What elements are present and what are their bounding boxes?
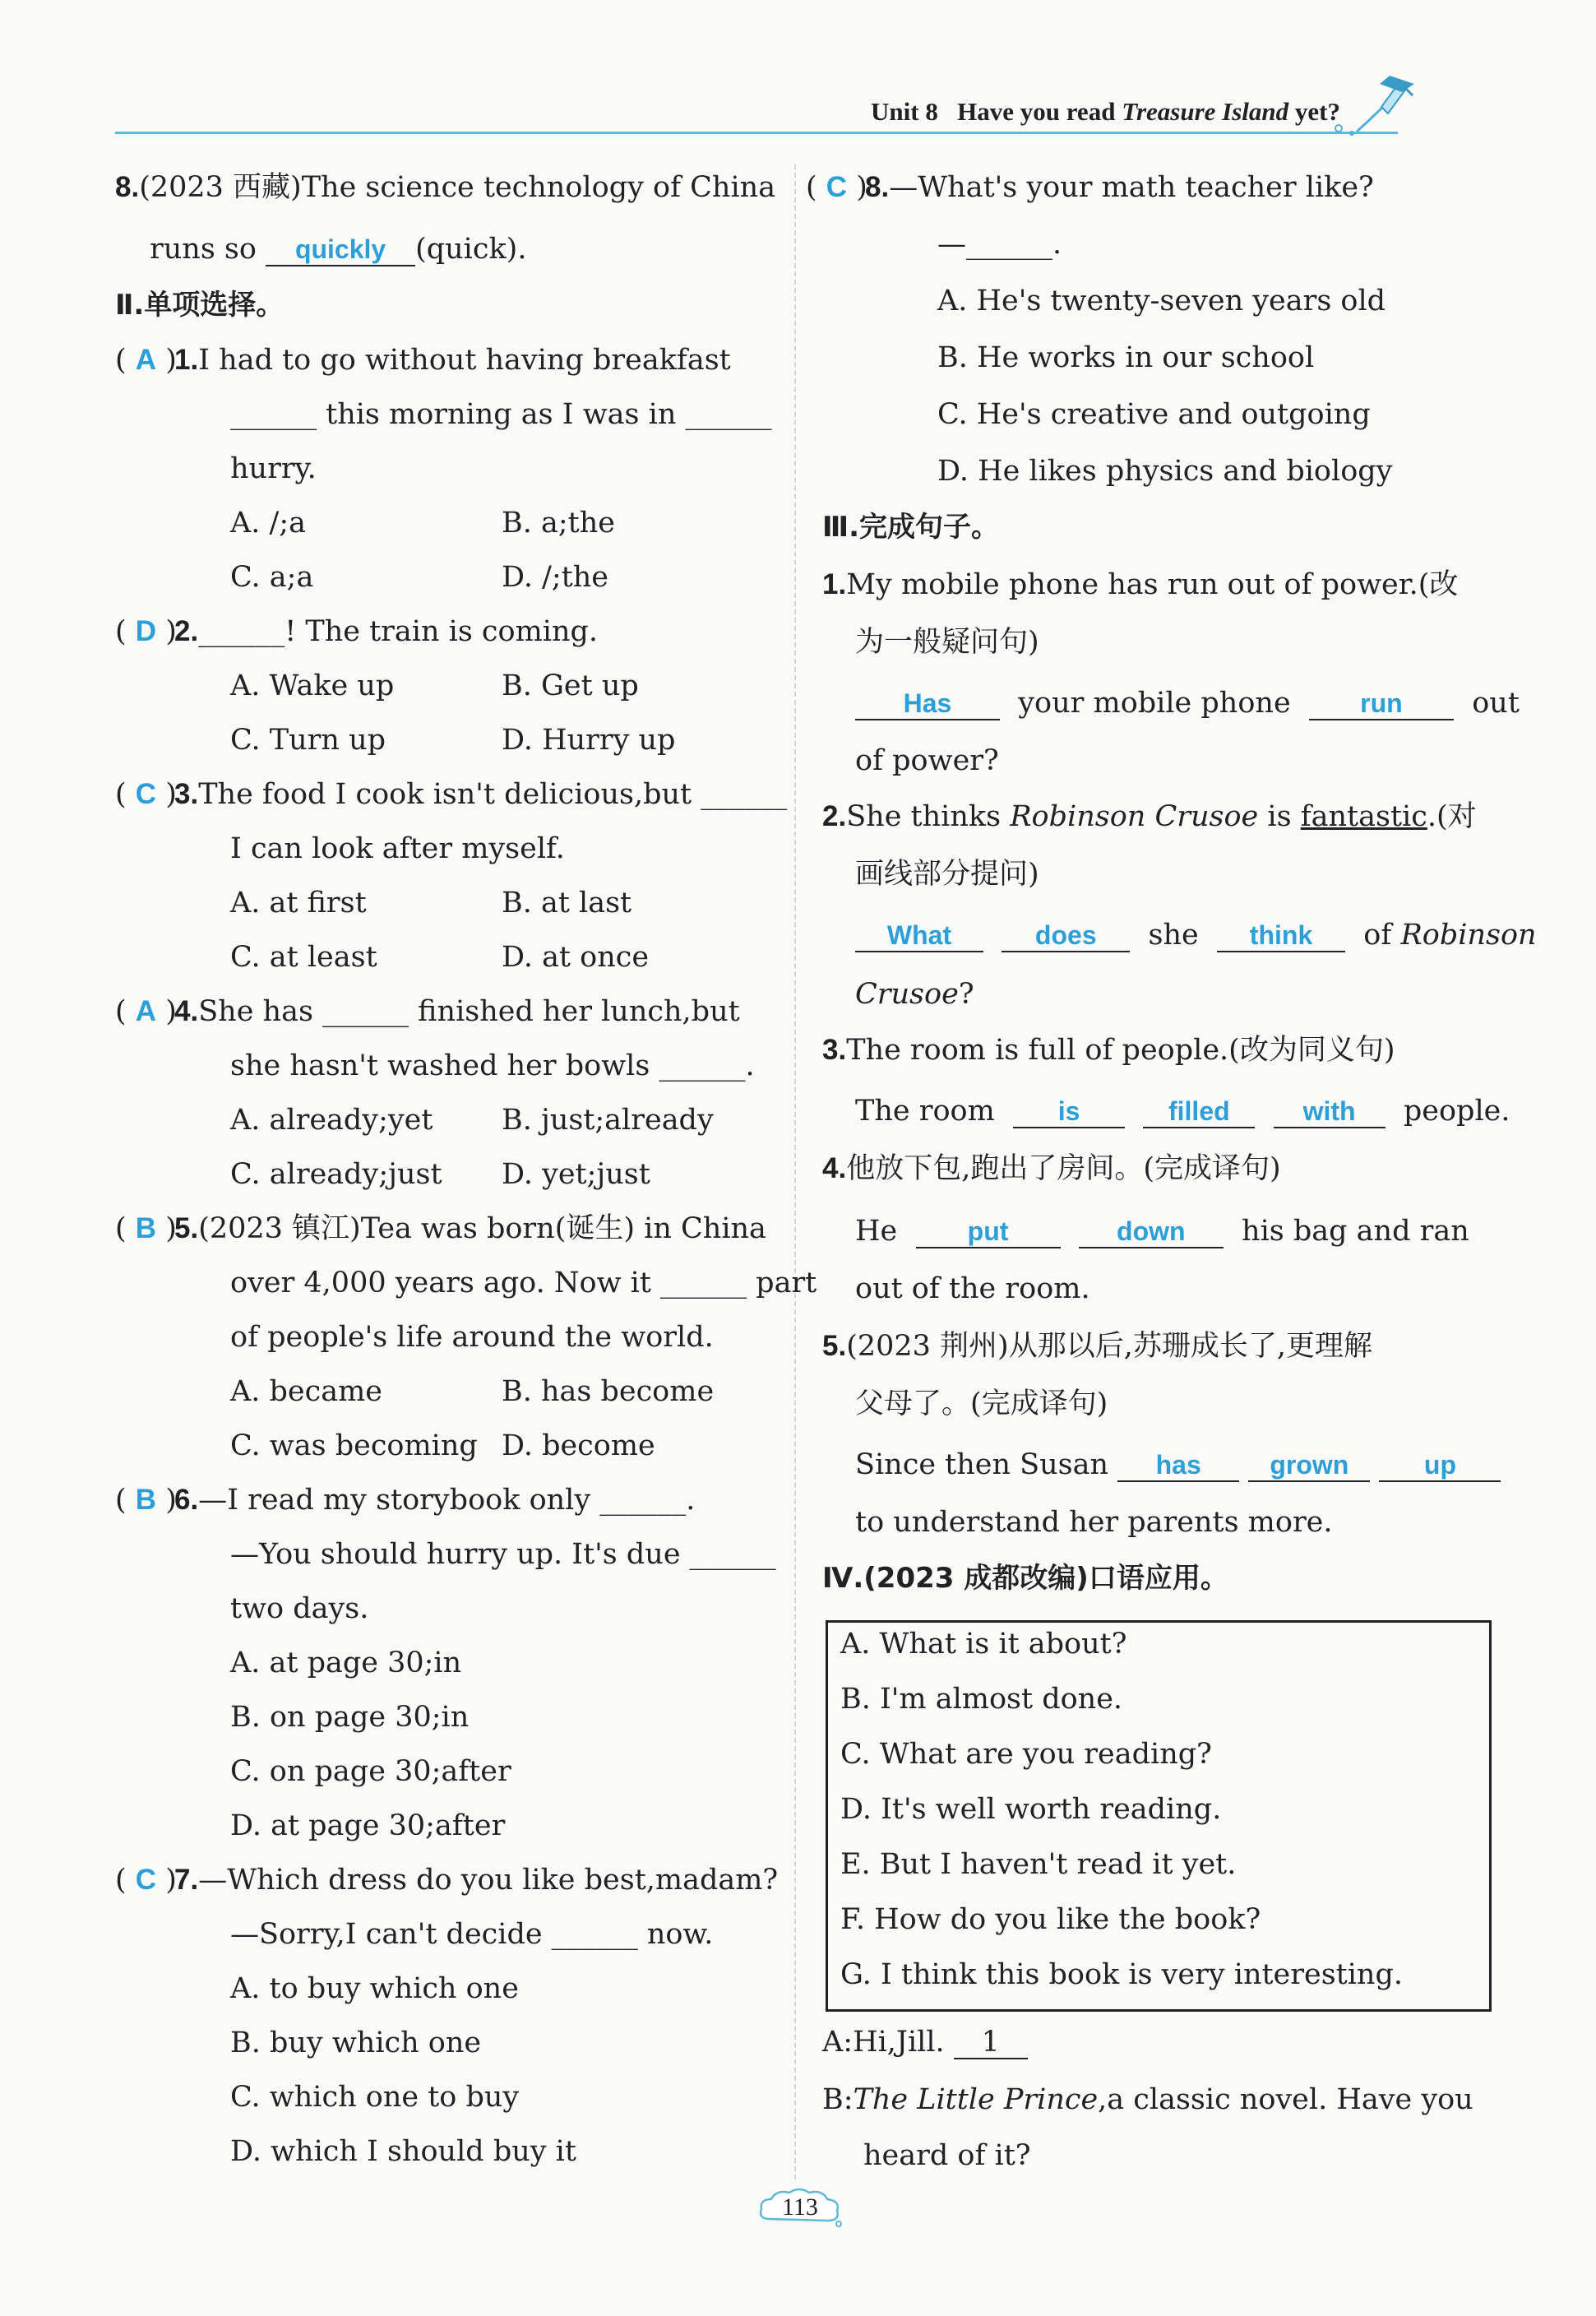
s3-line2: The room is filled with people. <box>855 1095 1510 1128</box>
mc7-opt-a: A. to buy which one <box>230 1972 519 2005</box>
r-mc8-opt-b: B. He works in our school <box>937 341 1315 374</box>
s4-line2: He put down his bag and ran <box>855 1215 1469 1248</box>
box-option-e: E. But I haven't read it yet. <box>840 1848 1237 1881</box>
mc1-opt-d: D. /;the <box>502 561 608 594</box>
mc2-opt-b: B. Get up <box>502 669 639 702</box>
mc3-opt-b: B. at last <box>502 887 632 919</box>
mc7-opt-c: C. which one to buy <box>230 2081 520 2114</box>
mc5-line1: ( B )5.(2023 镇江)Tea was born(诞生) in China <box>115 1212 766 1245</box>
s4-line3: out of the room. <box>855 1272 1090 1305</box>
box-option-d: D. It's well worth reading. <box>840 1793 1222 1826</box>
section-4-heading: Ⅳ.(2023 成都改编)口语应用。 <box>822 1562 1228 1595</box>
mc4-opt-b: B. just;already <box>502 1104 714 1137</box>
box-option-f: F. How do you like the book? <box>840 1903 1261 1936</box>
r-mc8-line1: ( C )8.—What's your math teacher like? <box>806 171 1374 204</box>
q8-line1: 8.(2023 西藏)The science technology of China <box>115 171 776 204</box>
title-post: yet? <box>1288 97 1340 126</box>
box-option-a: A. What is it about? <box>840 1628 1127 1661</box>
s2-line3: What does she think of Robinson <box>855 916 1537 954</box>
section-3-heading: Ⅲ.完成句子。 <box>822 511 1000 544</box>
mc1-opt-c: C. a;a <box>230 561 314 594</box>
mc6-line3: two days. <box>230 1592 369 1625</box>
mc4-opt-d: D. yet;just <box>502 1158 650 1191</box>
s1-line4: of power? <box>855 744 999 777</box>
s5-line4: to understand her parents more. <box>855 1506 1333 1539</box>
mc1-opt-b: B. a;the <box>502 507 615 540</box>
s5-line2: 父母了。(完成译句) <box>855 1387 1108 1420</box>
mc6-line2: —You should hurry up. It's due ______ <box>230 1538 776 1571</box>
mc3-opt-d: D. at once <box>502 941 650 974</box>
r-mc8-opt-c: C. He's creative and outgoing <box>937 398 1371 431</box>
unit-title <box>871 97 1340 127</box>
mc4-opt-c: C. already;just <box>230 1158 442 1191</box>
s3-line1: 3.The room is full of people.(改为同义句) <box>822 1034 1395 1067</box>
header-rule <box>115 132 1398 134</box>
r-mc8-line2: —______. <box>937 228 1062 261</box>
mc1-line1: ( A )1.I had to go without having breakfast <box>115 344 731 377</box>
mc5-line2: over 4,000 years ago. Now it ______ part <box>230 1267 817 1299</box>
r-mc8-opt-a: A. He's twenty-seven years old <box>937 285 1386 317</box>
s5-line1: 5.(2023 荆州)从那以后,苏珊成长了,更理解 <box>822 1330 1372 1363</box>
mc4-line1: ( A )4.She has ______ finished her lunch,but <box>115 995 740 1028</box>
mc5-opt-b: B. has become <box>502 1375 715 1408</box>
column-divider <box>794 164 796 2179</box>
mc6-opt-c: C. on page 30;after <box>230 1755 511 1788</box>
s2-line1: 2.She thinks Robinson Crusoe is fantastic.(对 <box>822 800 1477 833</box>
r-mc8-opt-d: D. He likes physics and biology <box>937 455 1393 488</box>
box-option-g: G. I think this book is very interesting. <box>840 1958 1404 1991</box>
mc7-line1: ( C )7.—Which dress do you like best,madam? <box>115 1864 779 1897</box>
mc6-opt-d: D. at page 30;after <box>230 1809 506 1842</box>
section-2-heading: Ⅱ.单项选择。 <box>115 289 285 322</box>
mc7-line2: —Sorry,I can't decide ______ now. <box>230 1918 714 1951</box>
s2-line4: Crusoe? <box>855 978 974 1011</box>
mc5-opt-a: A. became <box>230 1375 383 1408</box>
mc2-line1: ( D )2.______! The train is coming. <box>115 615 599 648</box>
mc7-opt-d: D. which I should buy it <box>230 2135 576 2168</box>
mc4-line2: she hasn't washed her bowls ______. <box>230 1049 755 1082</box>
mc6-opt-a: A. at page 30;in <box>230 1647 462 1679</box>
mc1-opt-a: A. /;a <box>230 507 306 540</box>
mc2-opt-a: A. Wake up <box>230 669 395 702</box>
mc6-opt-b: B. on page 30;in <box>230 1701 470 1734</box>
unit-label: Unit 8 <box>871 97 938 126</box>
s2-line2: 画线部分提问) <box>855 858 1039 891</box>
s1-line3: Has your mobile phone run out <box>855 684 1520 722</box>
dialogue-line1: A:Hi,Jill. 1 <box>822 2023 1028 2061</box>
q8-answer: quickly <box>294 234 386 264</box>
mc3-line2: I can look after myself. <box>230 832 565 865</box>
page-number: 113 <box>782 2193 818 2221</box>
page-header <box>115 92 1513 141</box>
mc2-opt-d: D. Hurry up <box>502 724 676 757</box>
mc7-opt-b: B. buy which one <box>230 2026 482 2059</box>
mc5-opt-c: C. was becoming <box>230 1429 478 1462</box>
s4-line1: 4.他放下包,跑出了房间。(完成译句) <box>822 1152 1281 1185</box>
box-option-b: B. I'm almost done. <box>840 1683 1123 1716</box>
box-option-c: C. What are you reading? <box>840 1738 1212 1771</box>
mc6-line1: ( B )6.—I read my storybook only ______. <box>115 1484 696 1517</box>
dialogue-line2: B:The Little Prince,a classic novel. Have you <box>822 2083 1473 2116</box>
mc3-opt-c: C. at least <box>230 941 377 974</box>
title-book: Treasure Island <box>1122 97 1289 126</box>
page-number-badge <box>755 2183 845 2232</box>
mc3-opt-a: A. at first <box>230 887 367 919</box>
q8-line2: runs so quickly (quick). <box>150 233 527 266</box>
mc2-opt-c: C. Turn up <box>230 724 386 757</box>
mc3-line1: ( C )3.The food I cook isn't delicious,but ______ <box>115 778 788 811</box>
title-pre: Have you read <box>957 97 1122 126</box>
s1-line1: 1.My mobile phone has run out of power.(改 <box>822 568 1459 601</box>
s1-line2: 为一般疑问句) <box>855 626 1039 659</box>
pencil-hat-logo-icon <box>1324 67 1423 141</box>
mc1-line3: hurry. <box>230 452 317 485</box>
dialogue-line3: heard of it? <box>863 2139 1031 2172</box>
mc4-opt-a: A. already;yet <box>230 1104 433 1137</box>
mc5-line3: of people's life around the world. <box>230 1321 714 1354</box>
mc5-opt-d: D. become <box>502 1429 655 1462</box>
s5-line3: Since then Susan has grown up <box>855 1446 1501 1484</box>
mc1-line2: ______ this morning as I was in ______ <box>230 398 772 431</box>
